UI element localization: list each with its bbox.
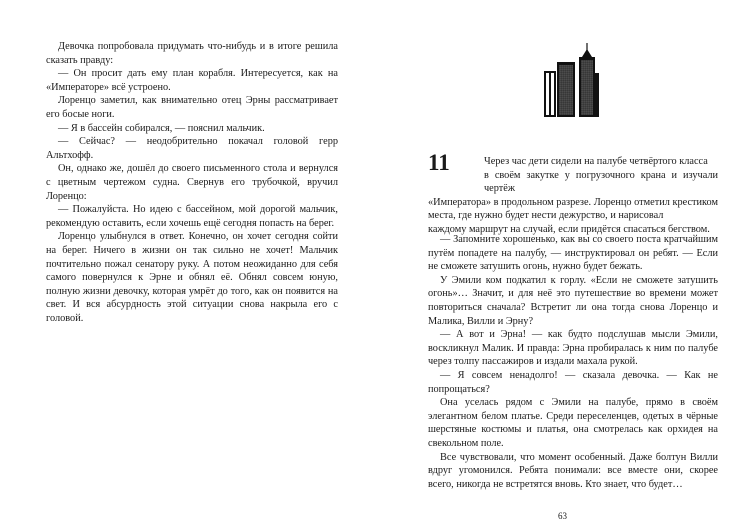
paragraph: — Я в бассейн собирался, — пояснил мальчик.	[58, 122, 265, 134]
city-skyline-icon	[544, 43, 600, 119]
paragraph: Лоренцо заметил, как внимательно отец Эрны рассматривает его босые ноги.	[46, 95, 338, 120]
chapter-lead-paragraph	[428, 155, 718, 237]
paragraph: — Пожалуйста. Но идею с бассейном, мой дорогой мальчик, рекомендую оставить, если хочешь ещё сегодня попасть на берег.	[46, 204, 338, 229]
paragraph: — Сейчас? — неодобрительно покачал головой герр Альтхофф.	[46, 136, 338, 161]
right-text-column	[428, 233, 718, 491]
paragraph: Он, однако же, дошёл до своего письменного стола и вернулся с цветным чертежом судна. Свернув его трубочкой, вручил Лоренцо:	[46, 163, 338, 202]
lead-line: каждому маршрут на случай, если придётся спасаться бегством.	[428, 223, 710, 235]
paragraph: Лоренцо улыбнулся в ответ. Конечно, он хочет сегодня сойти на берег. Ничего в жизни он так сильно не хочет! Мальчик почтительно пожал сенатору руку. А потом неожиданно для себя самого повернулся к Эрне и обнял её. Обнял совсем юную, полную жизни девочку, которая умрёт до того, как он появится на свет. И вся абсурдность этой ситуации снова накрыла его с головой.	[46, 231, 338, 324]
paragraph: Девочка попробовала придумать что-нибудь и в итоге решила сказать правду:	[46, 41, 338, 66]
lead-line: в своём закутке у погрузочного крана и изучали чертёж	[484, 169, 718, 195]
paragraph: Она уселась рядом с Эмили на палубе, прямо в своём элегантном белом платье. Среди переселенцев, одетых в чёрные шерстяные костюмы и платья, она смотрелась как орхидея на свекольном поле.	[428, 397, 718, 449]
paragraph: — Запомните хорошенько, как вы со своего поста кратчайшим путём попадете на палубу, — инструктировал он ребят. — Если не сможете затушить огонь, нужно будет бежать.	[428, 234, 718, 273]
right-page	[375, 0, 750, 532]
paragraph: У Эмили ком подкатил к горлу. «Если не сможете затушить огонь»… Значит, и для неё это путешествие во времени может повториться сначала? Встретит ли она тогда снова Лоренцо и Малика, Вилли и Эрну?	[428, 274, 718, 327]
paragraph: — А вот и Эрна! — как будто подслушав мысли Эмили, воскликнул Малик. И правда: Эрна пробиралась к ним по палубе через толпу пассажиров и издали махала рукой.	[428, 329, 718, 368]
paragraph: Все чувствовали, что момент особенный. Даже болтун Вилли вдруг угомонился. Ребята понимали: все вместе они, скорее всего, никогда не встретятся вновь. Кто знает, что будет…	[428, 451, 718, 490]
chapter-number: 11	[428, 150, 450, 175]
page-number: 63	[558, 511, 567, 521]
lead-line: Через час дети сидели на палубе четвёртого класса	[484, 156, 708, 167]
paragraph: — Он просит дать ему план корабля. Интересуется, как на «Императоре» всё устроено.	[46, 68, 338, 93]
left-text-column	[46, 40, 338, 325]
lead-line: «Императора» в продольном разрезе. Лоренцо отметил крестиком места, где нужно будет нести дежурство, и нарисовал	[428, 196, 718, 222]
paragraph: — Я совсем ненадолго! — сказала девочка. — Как не попрощаться?	[428, 369, 718, 395]
